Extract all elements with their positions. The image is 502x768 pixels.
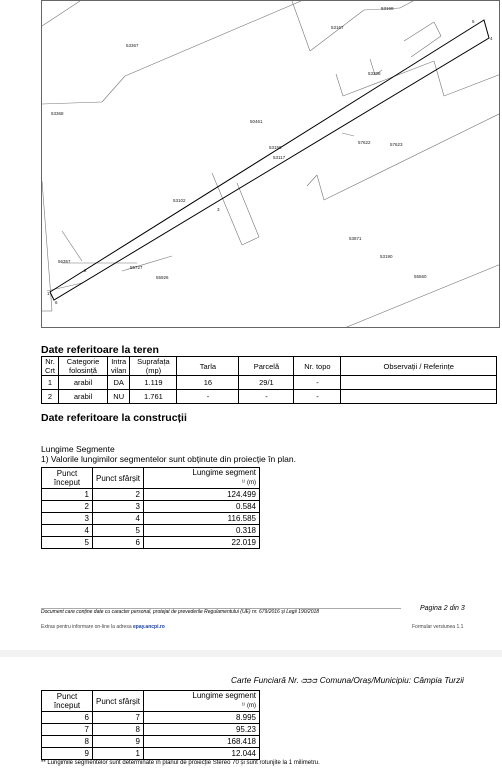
segments-table <box>41 467 260 549</box>
vertex-label: 2 <box>84 268 87 273</box>
cell: 95.23 <box>144 724 260 736</box>
document-page-2 <box>0 657 502 768</box>
table-row <box>42 489 260 501</box>
parcel-label: 57622 <box>358 140 371 145</box>
cell: 1 <box>93 748 144 760</box>
vertex-label: 4 <box>490 36 493 41</box>
cell: 8 <box>42 736 93 748</box>
parcel-label: 53102 <box>173 198 186 203</box>
cell: - <box>294 390 341 404</box>
table-row <box>42 736 260 748</box>
cell: 0.318 <box>144 525 260 537</box>
cell: 22.019 <box>144 537 260 549</box>
lungime-unit: ¹⁾ (m) <box>241 703 256 709</box>
cell: 8.995 <box>144 712 260 724</box>
cell: 9 <box>42 748 93 760</box>
segments-title: Lungime Segmente <box>41 444 115 454</box>
cell: 168.418 <box>144 736 260 748</box>
col-lungime <box>144 468 260 489</box>
vertex-label: 6 <box>55 300 58 305</box>
cell: DA <box>108 376 130 390</box>
parcel-label: 53208 <box>368 71 381 76</box>
vertex-label: 1 <box>47 291 50 296</box>
lungime-label: Lungime segment <box>192 468 256 477</box>
parcel-label: 53167 <box>331 25 344 30</box>
cell: 29/1 <box>239 376 294 390</box>
cell: 8 <box>93 724 144 736</box>
extract-prefix: Extras pentru informare on-line la adresa <box>41 624 132 630</box>
parcel-label: 53117 <box>273 155 286 160</box>
parcel-label: 53368 <box>51 111 64 116</box>
col-suprafata: Suprafața (mp) <box>130 357 177 376</box>
privacy-disclaimer: Document care conține date cu caracter personal, protejat de prevederile Regulamentului (UE) nr. 679/2016 și Legii 190/2018 <box>41 608 401 615</box>
table-row <box>42 501 260 513</box>
cadastral-plan <box>41 0 500 328</box>
parcel-label: 50461 <box>250 119 263 124</box>
cell: 1 <box>42 376 59 390</box>
parcel-label: 53168 <box>381 6 394 11</box>
cell: 3 <box>42 513 93 525</box>
cell: 116.585 <box>144 513 260 525</box>
parcel-label: 57623 <box>390 142 403 147</box>
cell: arabil <box>59 390 108 404</box>
parcel-label: 53367 <box>126 43 139 48</box>
cell: 1.119 <box>130 376 177 390</box>
parcel-label: 55926 <box>156 275 169 280</box>
parcel-label: 55727 <box>130 265 143 270</box>
cell: 1 <box>42 489 93 501</box>
table-row <box>42 513 260 525</box>
cell: arabil <box>59 376 108 390</box>
table-row <box>42 525 260 537</box>
table-header-row <box>42 357 497 376</box>
table-header-row <box>42 468 260 489</box>
cell: 2 <box>42 390 59 404</box>
col-intravilan: Intra vilan <box>108 357 130 376</box>
cell: 16 <box>177 376 239 390</box>
extract-note <box>41 624 165 630</box>
parcel-label: 56357 <box>58 259 71 264</box>
cell: - <box>239 390 294 404</box>
cell: 124.499 <box>144 489 260 501</box>
col-punct-sfarsit: Punct sfârșit <box>93 691 144 712</box>
cell <box>341 390 497 404</box>
col-nr-topo: Nr. topo <box>294 357 341 376</box>
cell: 7 <box>93 712 144 724</box>
table-row <box>42 390 497 404</box>
col-nr: Nr. Crt <box>42 357 59 376</box>
segments-table-continued <box>41 690 260 760</box>
carte-funciara-header: Carte Funciară Nr. ᴞᴝᴞ Comuna/Oraș/Municipiu: Câmpia Turzii <box>231 675 464 685</box>
parcel-label: 53190 <box>380 254 393 259</box>
col-tarla: Tarla <box>177 357 239 376</box>
constructii-heading: Date referitoare la construcții <box>41 412 187 424</box>
segments-footnote: ** Lungimile segmentelor sunt determinate în planul de proiecție Stereo 70 și sunt rotunjite la 1 milimetru. <box>41 760 320 766</box>
cell: - <box>294 376 341 390</box>
col-punct-inceput: Punct început <box>42 691 93 712</box>
col-parcela: Parcelă <box>239 357 294 376</box>
segments-note: 1) Valorile lungimilor segmentelor sunt obținute din proiecție în plan. <box>41 454 296 464</box>
table-row <box>42 748 260 760</box>
parcel-label: 55560 <box>414 274 427 279</box>
table-header-row <box>42 691 260 712</box>
cell: 2 <box>42 501 93 513</box>
col-lungime <box>144 691 260 712</box>
parcel-label: 53871 <box>349 236 362 241</box>
teren-table <box>41 356 497 404</box>
cell: 0.584 <box>144 501 260 513</box>
epay-link[interactable]: epay.ancpi.ro <box>133 624 165 630</box>
cell: 5 <box>42 537 93 549</box>
col-observatii: Observații / Referințe <box>341 357 497 376</box>
lungime-unit: ¹⁾ (m) <box>241 480 256 486</box>
cell: 6 <box>42 712 93 724</box>
cell: 12.044 <box>144 748 260 760</box>
lungime-label: Lungime segment <box>192 691 256 700</box>
table-row <box>42 724 260 736</box>
teren-heading: Date referitoare la teren <box>41 344 159 356</box>
form-version: Formular versiunea 1.1 <box>412 624 464 630</box>
vertex-label: 3 <box>217 207 220 212</box>
table-row <box>42 376 497 390</box>
col-punct-inceput: Punct început <box>42 468 93 489</box>
col-categorie: Categorie folosință <box>59 357 108 376</box>
col-punct-sfarsit: Punct sfârșit <box>93 468 144 489</box>
cell: 4 <box>42 525 93 537</box>
cell: 1.761 <box>130 390 177 404</box>
vertex-label: 5 <box>472 19 475 24</box>
cell: 3 <box>93 501 144 513</box>
page-number: Pagina 2 din 3 <box>420 605 465 612</box>
table-row <box>42 537 260 549</box>
cell: NU <box>108 390 130 404</box>
cell: 9 <box>93 736 144 748</box>
cell: - <box>177 390 239 404</box>
cell: 6 <box>93 537 144 549</box>
cell: 4 <box>93 513 144 525</box>
parcel-label: 53158 <box>269 145 282 150</box>
cell: 2 <box>93 489 144 501</box>
table-row <box>42 712 260 724</box>
cell: 7 <box>42 724 93 736</box>
cell: 5 <box>93 525 144 537</box>
cell <box>341 376 497 390</box>
plan-drawing <box>42 1 500 328</box>
